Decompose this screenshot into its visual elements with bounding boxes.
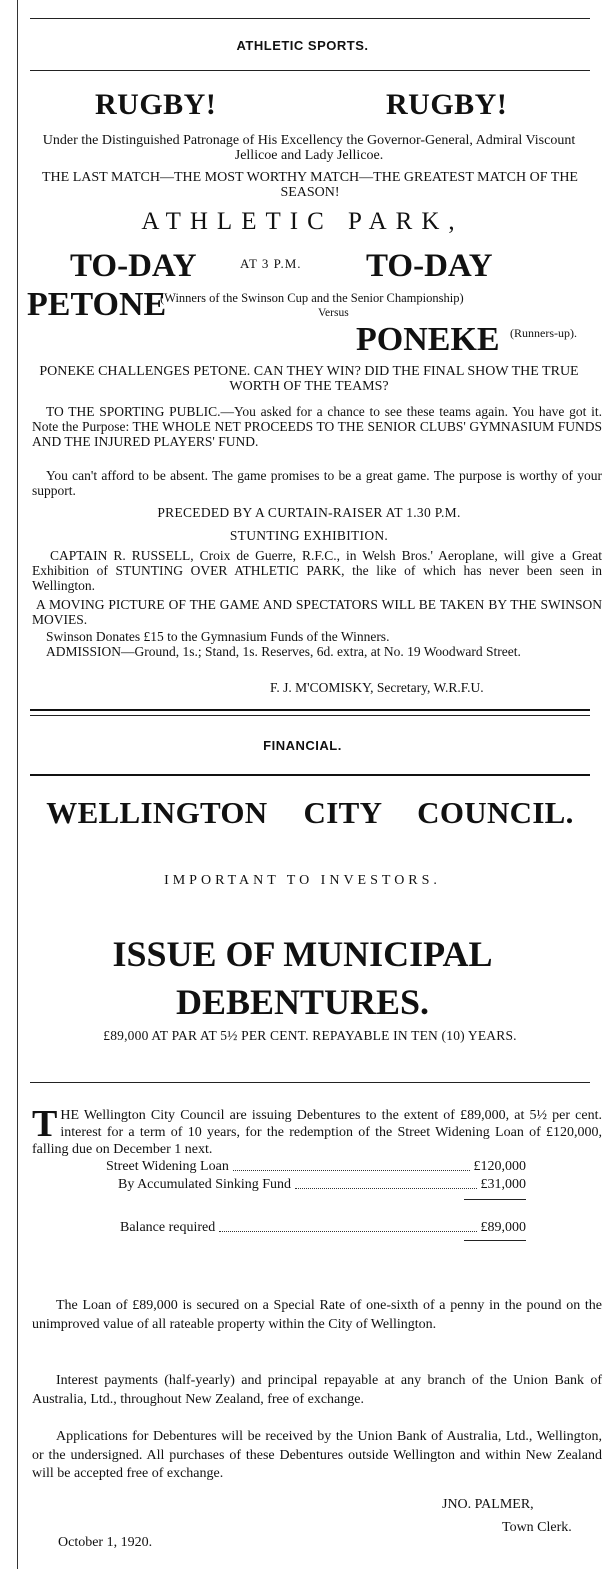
rugby-heading-right: RUGBY!: [386, 88, 508, 121]
important-investors-line: IMPORTANT TO INVESTORS.: [164, 873, 441, 888]
table-amount: £120,000: [473, 1159, 526, 1174]
debenture-terms-line: £89,000 AT PAR AT 5½ PER CENT. REPAYABLE IN TEN (10) YEARS.: [103, 1028, 517, 1043]
team-petone: PETONE: [27, 286, 167, 323]
kickoff-time: AT 3 P.M.: [240, 256, 302, 271]
table-label: By Accumulated Sinking Fund: [118, 1177, 292, 1192]
afford-paragraph: You can't afford to be absent. The game promises to be a great game. The purpose is worthy of your support.: [32, 468, 602, 498]
admission-line: ADMISSION—Ground, 1s.; Stand, 1s. Reserves, 6d. extra, at No. 19 Woodward Street.: [46, 644, 521, 659]
team-poneke: PONEKE: [356, 321, 500, 358]
venue-heading: ATHLETIC PARK,: [141, 208, 464, 235]
curtain-raiser-line: PRECEDED BY A CURTAIN-RAISER AT 1.30 P.M.: [157, 505, 461, 520]
total-rule: [464, 1240, 526, 1241]
today-left: TO-DAY: [70, 248, 197, 284]
signatory-name: JNO. PALMER,: [442, 1497, 534, 1512]
divider-rule-lower: [30, 715, 590, 716]
versus-label: Versus: [318, 307, 349, 319]
patronage-line: Under the Distinguished Patronage of His Excellency the Governor-General, Admiral Viscount Jellicoe and Lady Jellicoe.: [42, 133, 576, 163]
sporting-public-paragraph: TO THE SPORTING PUBLIC.—You asked for a chance to see these teams again. You have got it. Note the Purpose: THE WHOLE NET PROCEEDS TO THE SENIOR CLUBS' GYMNASIUM FUNDS AND THE INJURED PLAYERS' FUND.: [32, 404, 602, 449]
section-rule: [30, 70, 590, 71]
leader-dots: [233, 1170, 470, 1171]
table-row: [106, 1218, 526, 1236]
stunting-paragraph: CAPTAIN R. RUSSELL, Croix de Guerre, R.F.C., in Welsh Bros.' Aeroplane, will give a Great Exhibition of STUNTING OVER ATHLETIC PARK, the like of which has never been seen in Wellington.: [32, 548, 602, 593]
leader-dots: [295, 1188, 476, 1189]
issue-heading-line1: ISSUE OF MUNICIPAL: [112, 934, 493, 974]
applications-paragraph: Applications for Debentures will be received by the Union Bank of Australia, Ltd., Wellington, or the undersigned. All purchases of these Debentures outside Wellington and within New Zealand will be accepted free of exchange.: [32, 1429, 602, 1481]
loan-table: [106, 1157, 526, 1241]
stunting-heading: STUNTING EXHIBITION.: [229, 528, 389, 543]
leader-dots: [219, 1231, 476, 1232]
intro-paragraph: [32, 1103, 602, 1158]
table-row: [106, 1175, 526, 1193]
today-right: TO-DAY: [366, 248, 493, 284]
secretary-signature: F. J. M'COMISKY, Secretary, W.R.F.U.: [270, 680, 484, 695]
divider-rule-upper: [30, 709, 590, 711]
issue-heading-line2: DEBENTURES.: [175, 982, 430, 1022]
financial-rule: [30, 774, 590, 776]
table-label: Balance required: [120, 1220, 216, 1235]
table-amount: £89,000: [480, 1220, 526, 1235]
loan-security-paragraph: The Loan of £89,000 is secured on a Special Rate of one-sixth of a penny in the pound on the unimproved value of all rateable property within the City of Wellington.: [32, 1298, 602, 1332]
section-heading-financial: FINANCIAL.: [263, 738, 342, 753]
interest-paragraph: Interest payments (half-yearly) and principal repayable at any branch of the Union Bank of Australia, Ltd., throughout New Zealand, free of exchange.: [32, 1373, 602, 1407]
sum-rule: [464, 1199, 526, 1200]
swinson-donates-line: Swinson Donates £15 to the Gymnasium Funds of the Winners.: [46, 629, 390, 644]
notice-date: October 1, 1920.: [58, 1535, 153, 1550]
team-poneke-note: (Runners-up).: [510, 326, 577, 340]
terms-rule: [30, 1082, 590, 1083]
section-heading-athletic-sports: ATHLETIC SPORTS.: [236, 38, 369, 53]
team-petone-note: (Winners of the Swinson Cup and the Senior Championship): [160, 291, 464, 305]
table-amount: £31,000: [480, 1177, 526, 1192]
rugby-heading-left: RUGBY!: [95, 88, 217, 121]
signatory-title: Town Clerk.: [502, 1520, 572, 1535]
moving-picture-line: A MOVING PICTURE OF THE GAME AND SPECTATORS WILL BE TAKEN BY THE SWINSON MOVIES.: [32, 597, 602, 627]
table-label: Street Widening Loan: [106, 1159, 229, 1174]
drop-cap: T: [32, 1103, 58, 1145]
intro-text: HE Wellington City Council are issuing Debentures to the extent of £89,000, at 5½ per cent. interest for a term of 10 years, for the redemption of the Street Widening Loan of £120,000, falling due on December 1 next.: [32, 1108, 602, 1157]
table-row: [106, 1157, 526, 1175]
top-rule: [30, 18, 590, 19]
challenge-line: PONEKE CHALLENGES PETONE. CAN THEY WIN? DID THE FINAL SHOW THE TRUE WORTH OF THE TEAMS?: [39, 364, 579, 394]
council-heading: WELLINGTON CITY COUNCIL.: [46, 795, 574, 830]
last-match-line: THE LAST MATCH—THE MOST WORTHY MATCH—THE GREATEST MATCH OF THE SEASON!: [42, 170, 578, 200]
